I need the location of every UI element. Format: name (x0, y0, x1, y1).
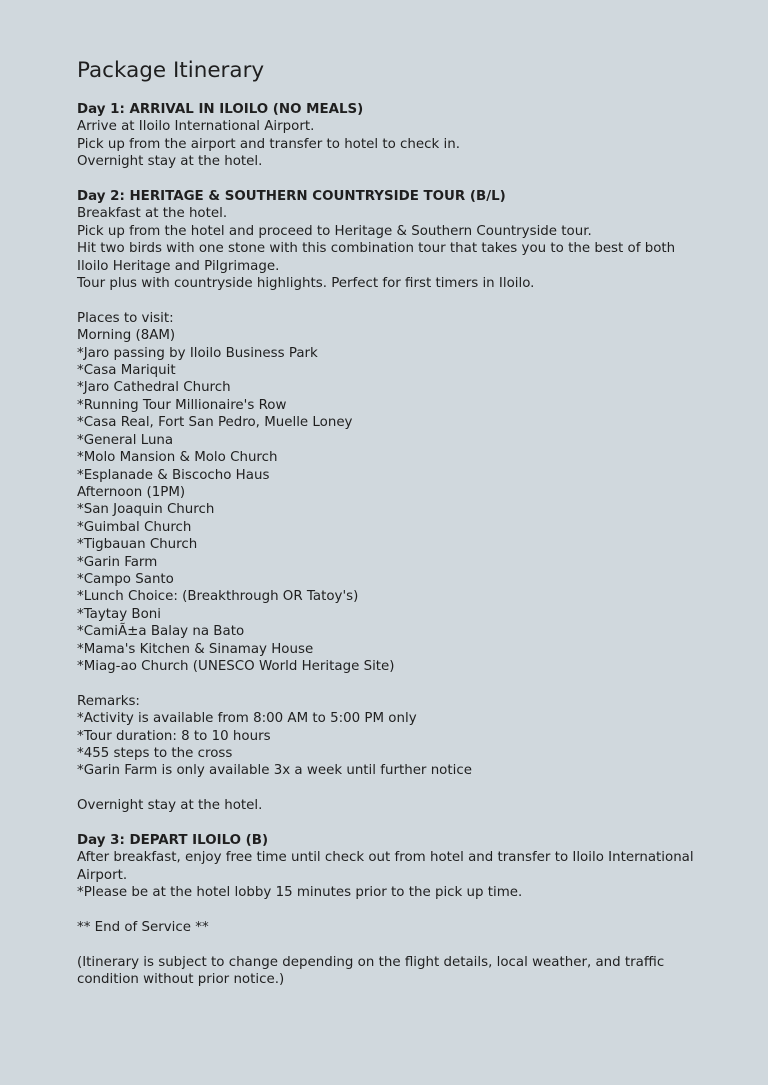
day1-heading: Day 1: ARRIVAL IN ILOILO (NO MEALS) (77, 102, 364, 117)
day3-heading: Day 3: DEPART ILOILO (B) (77, 832, 269, 848)
day2-heading: Day 2: HERITAGE & SOUTHERN COUNTRYSIDE TOUR (B/L) (77, 189, 506, 205)
day2-line: Tour plus with countryside highlights. Perfect for first timers in Iloilo. (77, 276, 535, 292)
spacer (77, 902, 698, 919)
end-of-service: ** End of Service ** (77, 920, 209, 935)
spacer (77, 815, 698, 832)
day3-line: After breakfast, enjoy free time until check out from hotel and transfer to Iloilo International Airport. (77, 850, 694, 883)
remarks-list (77, 693, 698, 780)
remark-item: *Garin Farm is only available 3x a week until further notice (77, 763, 472, 779)
day2-line: Breakfast at the hotel. (77, 206, 228, 222)
spacer (77, 675, 698, 692)
place-item: *Campo Santo (77, 571, 174, 587)
disclaimer: (Itinerary is subject to change depending on the flight details, local weather, and traffic condition without prior notice.) (77, 954, 665, 988)
place-item: *Esplanade & Biscocho Haus (77, 467, 270, 483)
places-heading: Places to visit: (77, 310, 174, 326)
place-item: *Guimbal Church (77, 519, 192, 535)
spacer (77, 780, 698, 797)
remark-item: *455 steps to the cross (77, 745, 233, 761)
day3-section (77, 832, 698, 902)
day1-line: Pick up from the airport and transfer to hotel to check in. (77, 136, 460, 152)
place-item: *Garin Farm (77, 554, 158, 570)
place-item: *Taytay Boni (77, 606, 162, 622)
place-item: *Lunch Choice: (Breakthrough OR Tatoy's) (77, 589, 359, 605)
place-item: *Molo Mansion & Molo Church (77, 450, 278, 466)
place-item: *Running Tour Millionaire's Row (77, 397, 287, 413)
day2-overnight: Overnight stay at the hotel. (77, 798, 263, 814)
day2-line: Pick up from the hotel and proceed to Heritage & Southern Countryside tour. (77, 223, 592, 239)
day3-line: *Please be at the hotel lobby 15 minutes prior to the pick up time. (77, 885, 523, 901)
remarks-heading: Remarks: (77, 693, 140, 709)
spacer (77, 171, 698, 188)
spacer (77, 292, 698, 309)
spacer (77, 936, 698, 953)
place-item: *Miag-ao Church (UNESCO World Heritage Site) (77, 658, 395, 674)
place-item: *CamiÃ±a Balay na Bato (77, 624, 245, 640)
places-list (77, 310, 698, 676)
place-item: *San Joaquin Church (77, 502, 215, 518)
remark-item: *Tour duration: 8 to 10 hours (77, 728, 271, 744)
place-item: *Mama's Kitchen & Sinamay House (77, 641, 314, 657)
place-item: *Casa Real, Fort San Pedro, Muelle Loney (77, 415, 353, 431)
afternoon-label: Afternoon (1PM) (77, 484, 186, 500)
morning-label: Morning (8AM) (77, 328, 176, 344)
place-item: *Casa Mariquit (77, 363, 176, 379)
page-title: Package Itinerary (77, 58, 265, 83)
place-item: *General Luna (77, 432, 174, 448)
remark-item: *Activity is available from 8:00 AM to 5:00 PM only (77, 711, 417, 727)
day1-line: Overnight stay at the hotel. (77, 154, 263, 170)
place-item: *Tigbauan Church (77, 537, 198, 553)
day2-line: Hit two birds with one stone with this combination tour that takes you to the best of both Iloilo Heritage and Pilgrimage. (77, 241, 676, 274)
place-item: *Jaro Cathedral Church (77, 380, 231, 396)
day2-section (77, 188, 698, 815)
day1-section (77, 101, 698, 171)
day1-line: Arrive at Iloilo International Airport. (77, 119, 315, 135)
place-item: *Jaro passing by Iloilo Business Park (77, 345, 318, 361)
